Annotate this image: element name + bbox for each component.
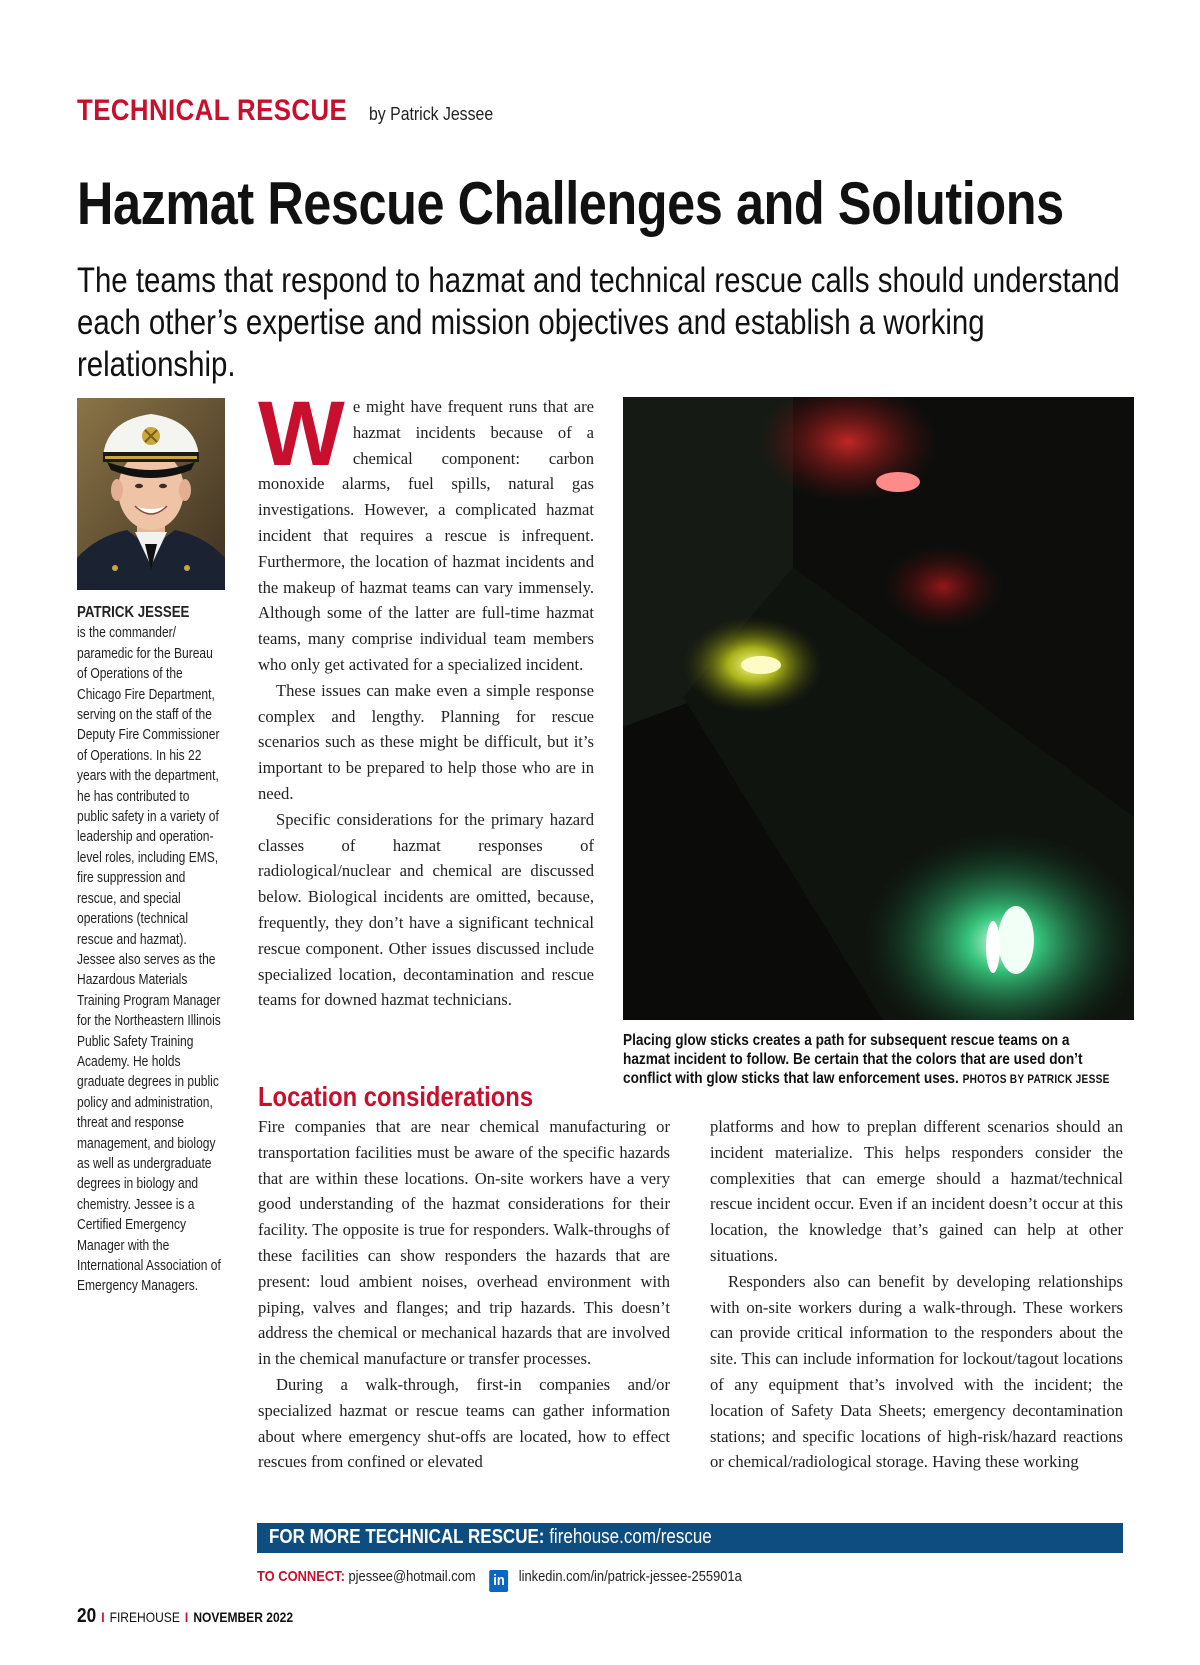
publication-name: FIREHOUSE xyxy=(109,1609,180,1625)
paragraph-4: Fire companies that are near chemical manufacturing or transportation facilities must be aware of the specific hazards that are within these locations. On-site workers have a very good understanding of the hazmat considerations for their facility. The opposite is true for responders. Walk-throughs of these facilities can show responders the hazards that are present: loud ambient noises, overhead environment with piping, valves and flanges; and trip hazards. This doesn’t address the chemical or mechanical hazards that are involved in the chemical manufacture or transfer processes. xyxy=(258,1117,670,1369)
author-headshot xyxy=(77,398,225,590)
byline: by Patrick Jessee xyxy=(369,104,494,124)
more-info-bar xyxy=(257,1523,1123,1553)
paragraph-1 xyxy=(258,383,594,678)
photo-credit: PHOTOS BY PATRICK JESSE xyxy=(962,1074,1110,1086)
folio-separator-1: I xyxy=(101,1609,105,1625)
article-headline: Hazmat Rescue Challenges and Solutions xyxy=(77,170,1064,237)
article-photo xyxy=(623,397,1134,1020)
article-column-1 xyxy=(258,383,594,1013)
more-link[interactable]: firehouse.com/rescue xyxy=(549,1526,712,1548)
linkedin-icon: in xyxy=(490,1570,509,1592)
author-bio xyxy=(77,603,222,1297)
photo-caption xyxy=(623,1031,1120,1090)
section-kicker xyxy=(77,94,510,128)
linkedin-link[interactable]: linkedin.com/in/patrick-jessee-255901a xyxy=(518,1568,742,1585)
section-subhead: Location considerations xyxy=(258,1081,534,1112)
drop-cap: W xyxy=(258,383,345,485)
paragraph-6: platforms and how to preplan different scenarios should an incident materialize. This helps responders consider the complexities that can emerge should a hazmat/technical rescue incident occur. Even if an incident doesn’t occur at this location, the knowledge that’s gained can help at other situations. xyxy=(710,1117,1123,1265)
paragraph-3: Specific considerations for the primary hazard classes of hazmat responses of radiological/nuclear and chemical are discussed below. Biological incidents are omitted, because, frequently, they don’t have a significant technical rescue component. Other issues discussed include specialized location, decontamination and rescue teams for downed hazmat technicians. xyxy=(258,809,594,1010)
author-name: PATRICK JESSEE xyxy=(77,604,190,621)
paragraph-7: Responders also can benefit by developing relationships with on-site workers during a walk-through. These workers can provide critical information to the responders about the site. This can include information for lockout/tagout locations of any equipment that’s involved with the incident; the location of Safety Data Sheets; emergency decontamination stations; and specific locations of high-risk/hazard reactions or chemical/radiological storage. Having these working xyxy=(710,1271,1123,1472)
article-deck: The teams that respond to hazmat and technical rescue calls should understand each other’s expertise and mission objectives and establish a working relationship. xyxy=(77,261,1120,384)
folio-separator-2: I xyxy=(184,1609,189,1625)
author-bio-text: is the commander/ paramedic for the Bureau of Operations of the Chicago Fire Department, serving on the staff of the Deputy Fire Commissioner of Operations. In his 22 years with the department, he has contributed to public safety in a variety of leadership and operation-level roles, including EMS, fire suppression and rescue, and special operations (technical rescue and hazmat). Jessee also serves as the Hazardous Materials Training Program Manager for the Northeastern Illinois Public Safety Training Academy. He holds graduate degrees in public policy and administration, threat and response management, and biology as well as undergraduate degrees in biology and chemistry. Jessee is a Certified Emergency Manager with the International Association of Emergency Managers. xyxy=(77,625,221,1295)
more-label: FOR MORE TECHNICAL RESCUE: xyxy=(269,1526,545,1548)
article-column-3 xyxy=(710,1114,1123,1475)
paragraph-5: During a walk-through, first-in companies and/or specialized hazmat or rescue teams can gather information about where emergency shut-offs are located, how to effect rescues from confined or elevated xyxy=(258,1374,670,1472)
email-link[interactable]: pjessee@hotmail.com xyxy=(348,1568,476,1585)
page-folio xyxy=(77,1605,293,1628)
paragraph-1-text: e might have frequent runs that are hazmat incidents because of a chemical component: carbon monoxide alarms, fuel spills, natural gas investigations. However, a complicated hazmat incident that requires a rescue is infrequent. Furthermore, the location of hazmat incidents and the makeup of hazmat teams can vary immensely. Although some of the latter are full-time hazmat teams, many comprise individual team members who only get activated for a specialized incident. xyxy=(258,397,594,674)
article-column-2 xyxy=(258,1114,670,1475)
issue-date: NOVEMBER 2022 xyxy=(193,1609,294,1625)
caption-text: Placing glow sticks creates a path for subsequent rescue teams on a hazmat incident to follow. Be certain that the colors that are used don’t conflict with glow sticks that law enforcement uses. xyxy=(623,1032,1083,1087)
department-label: TECHNICAL RESCUE xyxy=(77,94,348,127)
paragraph-2: These issues can make even a simple response complex and lengthy. Planning for rescue scenarios such as these might be difficult, but it’s important to be prepared to help those who are in need. xyxy=(258,680,594,803)
connect-label: TO CONNECT: xyxy=(257,1568,345,1585)
connect-line xyxy=(257,1568,742,1592)
page-number: 20 xyxy=(77,1605,97,1627)
